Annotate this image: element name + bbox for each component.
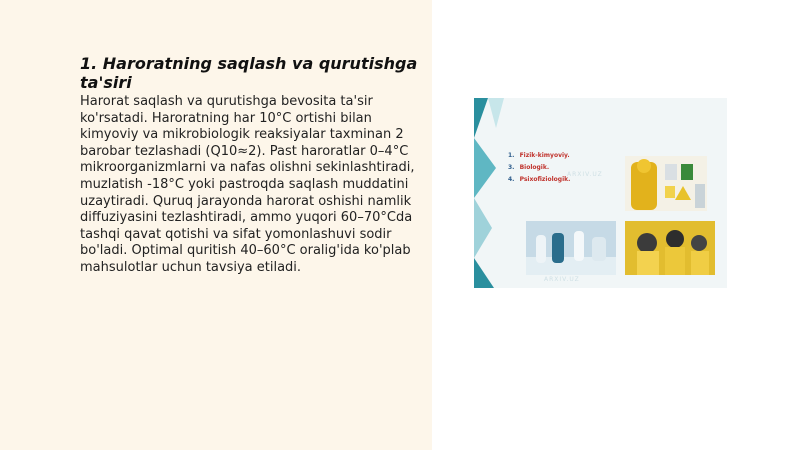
teal-triangle-mid bbox=[474, 138, 496, 198]
photo-protective-gear bbox=[625, 221, 715, 275]
list-number: 1. bbox=[508, 152, 515, 159]
teal-triangle-top bbox=[474, 98, 488, 138]
list-label: Fizik-kimyoviy. bbox=[519, 152, 570, 159]
slide-title: 1. Haroratning saqlash va qurutishga ta'siri bbox=[80, 54, 418, 92]
lab-workers-illustration bbox=[526, 221, 616, 275]
watermark-text: ARXIV.UZ bbox=[544, 276, 580, 283]
slide-picture bbox=[474, 98, 727, 288]
photo-lab-workers bbox=[526, 221, 616, 275]
list-label: Biologik. bbox=[519, 164, 550, 171]
protective-gear-illustration bbox=[625, 221, 715, 275]
list-item bbox=[508, 174, 570, 186]
teal-triangle-bottom bbox=[474, 258, 494, 288]
slide-body-text: Harorat saqlash va qurutishga bevosita ta'sir ko'rsatadi. Haroratning har 10°C ortishi bilan kimyoviy va mikrobiologik reaksiyalar taxminan 2 barobar tezlashadi (Q10≈2). Past haroratlar 0–4°C mikroorganizmlarni va nafas olishni sekinlashtiradi, muzlatish -18°C yoki pastroqda saqlash muddatini uzaytiradi. Quruq jarayonda harorat oshishi namlik diffuziyasini tezlashtiradi, ammo yuqori 60–70°Cda tashqi qavat qotishi va sifat yomonlashuvi sodir bo'ladi. Optimal quritish 40–60°C oralig'ida ko'plab mahsulotlar uchun tavsiya etiladi. bbox=[80, 94, 415, 275]
list-number: 3. bbox=[508, 164, 515, 171]
list-item bbox=[508, 162, 570, 174]
teal-triangle-lower bbox=[474, 198, 492, 258]
list-number: 4. bbox=[508, 176, 515, 183]
light-triangle bbox=[488, 98, 504, 128]
picture-list bbox=[508, 150, 570, 186]
list-item bbox=[508, 150, 570, 162]
watermark-text: ARXIV.UZ bbox=[567, 171, 603, 178]
photo-hazmat-worker bbox=[625, 156, 707, 211]
list-label: Psixofiziologik. bbox=[519, 176, 571, 183]
hazmat-worker-illustration bbox=[625, 156, 707, 211]
